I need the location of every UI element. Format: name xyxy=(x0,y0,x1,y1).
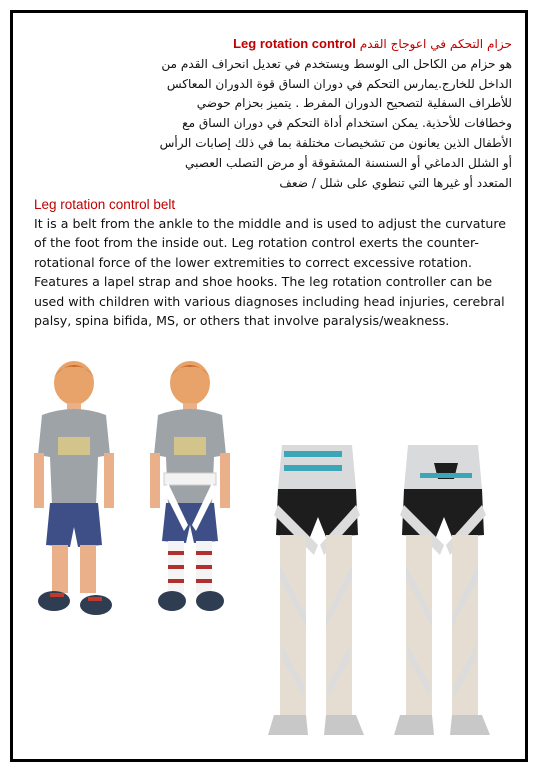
arabic-line: أو الشلل الدماغي أو السنسنة المشقوقة أو مرض التصلب العصبي xyxy=(185,155,512,170)
arabic-title: حزام التحكم في اعوجاج القدم xyxy=(359,37,512,51)
arabic-line: وخطافات للأحذية. يمكن استخدام أداة التحكم في دوران الساق مع xyxy=(182,116,512,131)
arabic-line: الداخل للخارج.يمارس التحكم في دوران الساق قوة الدوران المعاكس xyxy=(166,76,512,91)
arabic-line: الأطفال الذين يعانون من تشخيصات مختلفة بما في ذلك إصابات الرأس xyxy=(159,135,512,150)
english-body: It is a belt from the ankle to the middle and is used to adjust the curvature of the foot from the inside out. Leg rotation control exerts the counter-rotational force of the lower extremities to correct excessive rotation. Features a lapel strap and shoe hooks. The leg rotation controller can be used with children with various diagnoses including head injuries, cerebral palsy, spina bifida, MS, or others that involve paralysis/weakness. xyxy=(34,216,507,329)
child-with-belt-photo xyxy=(150,361,230,611)
child-front-photo xyxy=(34,361,114,615)
arabic-line: هو حزام من الكاحل الى الوسط ويستخدم في تعديل انحراف القدم من xyxy=(161,56,512,71)
photo-strip xyxy=(24,355,512,745)
arabic-line: للأطراف السفلية لتصحيح الدوران المفرط . يتميز بحزام حوضي xyxy=(196,96,512,111)
english-title: Leg rotation control belt xyxy=(34,197,176,212)
arabic-section xyxy=(26,34,512,193)
arabic-heading xyxy=(26,34,512,55)
arabic-title-english: Leg rotation control xyxy=(233,36,356,51)
mannequin-back-photo xyxy=(394,445,490,735)
arabic-line: المتعدد أو غيرها التي تنطوي على شلل / ضعف xyxy=(279,175,512,190)
mannequin-front-photo xyxy=(268,445,364,735)
